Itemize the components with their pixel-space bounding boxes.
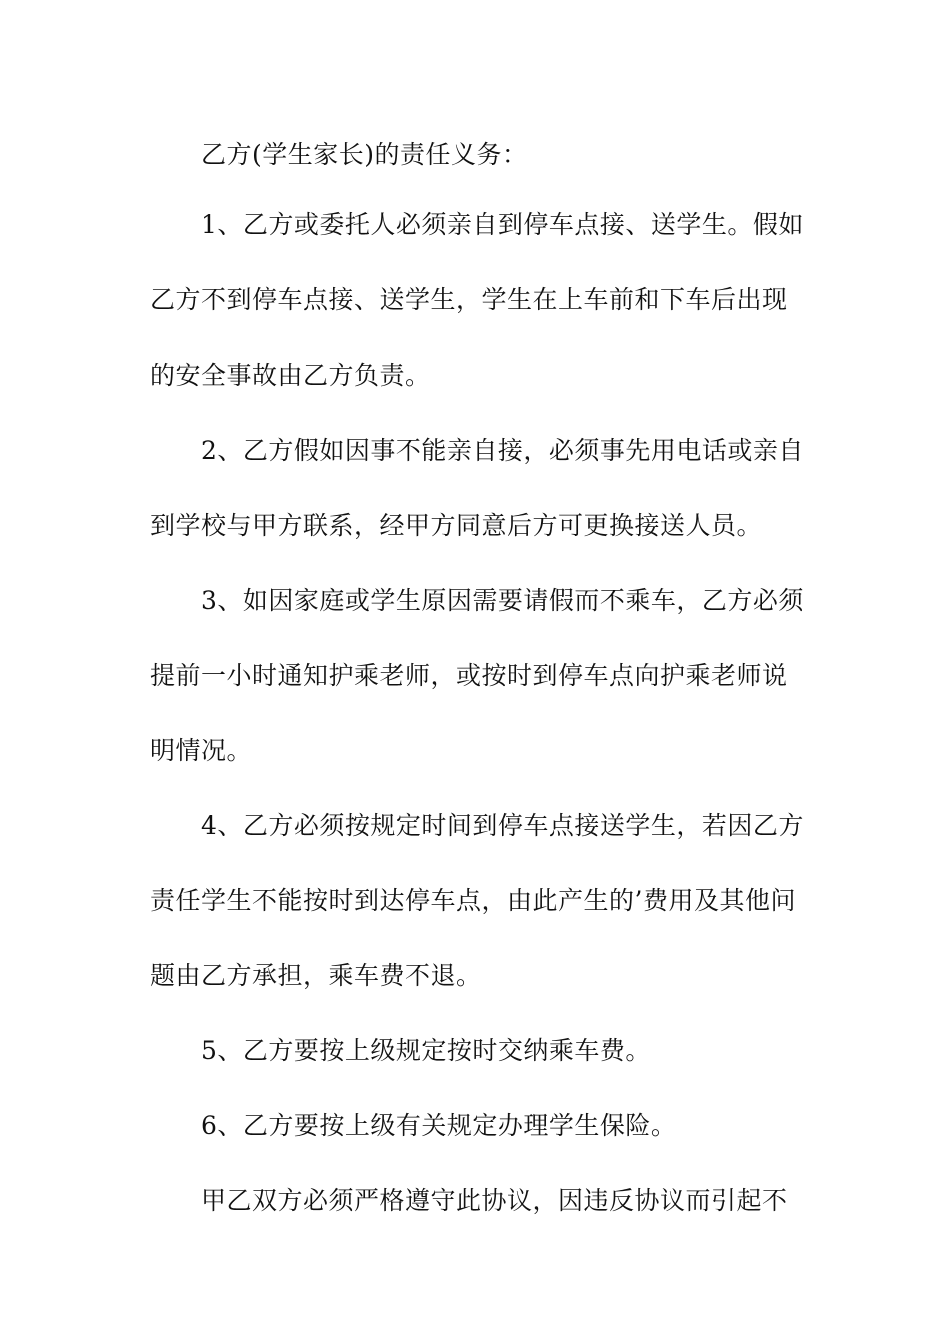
text-line: 的安全事故由乙方负责。 [150,361,431,390]
text-line: 责任学生不能按时到达停车点，由此产生的’费用及其他问 [150,886,796,915]
text-line: 明情况。 [150,736,253,765]
text-line: 题由乙方承担，乘车费不退。 [150,961,482,990]
text-line: 到学校与甲方联系，经甲方同意后方可更换接送人员。 [150,511,763,540]
text-line: 3、如因家庭或学生原因需要请假而不乘车，乙方必须 [201,586,804,615]
text-line: 6、乙方要按上级有关规定办理学生保险。 [201,1111,677,1140]
text-line: 1、乙方或委托人必须亲自到停车点接、送学生。假如 [201,210,804,239]
text-line: 5、乙方要按上级规定按时交纳乘车费。 [201,1036,651,1065]
text-line: 甲乙双方必须严格遵守此协议，因违反协议而引起不 [201,1186,788,1215]
text-line: 提前一小时通知护乘老师，或按时到停车点向护乘老师说 [150,661,788,690]
text-line: 乙方不到停车点接、送学生，学生在上车前和下车后出现 [150,285,788,314]
text-line: 4、乙方必须按规定时间到停车点接送学生，若因乙方 [201,811,804,840]
text-line: 2、乙方假如因事不能亲自接，必须事先用电话或亲自 [201,436,804,465]
section-heading: 乙方(学生家长)的责任义务： [201,140,528,169]
